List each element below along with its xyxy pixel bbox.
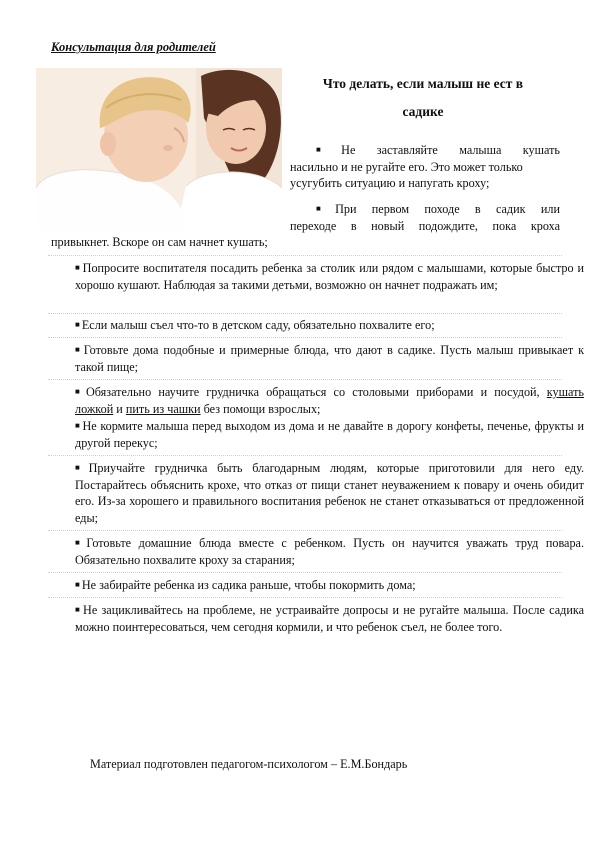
bullet-icon: ■ (75, 345, 82, 354)
link-spoon-eating[interactable]: кушать ложкой (75, 385, 584, 416)
bullet-icon: ■ (75, 605, 82, 614)
list-item: ■ Готовьте домашние блюда вместе с ребенком. Пусть он научится уважать труд повара. Обязательно похвалите кроху за старания; (75, 536, 584, 567)
header-label: Консультация для родителей (51, 40, 216, 54)
divider (48, 597, 562, 598)
list-item: ■ Если малыш съел что-то в детском саду, обязательно похвалите его; (75, 318, 435, 332)
bullet-icon: ■ (75, 538, 85, 547)
bullet-icon: ■ (316, 145, 340, 154)
bullet-icon: ■ (75, 320, 80, 329)
list-item-continuation: привыкнет. Вскоре он сам начнет кушать; (51, 235, 268, 249)
divider (48, 313, 562, 314)
divider (48, 379, 562, 380)
list-item: ■ Не забирайте ребенка из садика раньше, чтобы покормить дома; (75, 578, 416, 592)
divider (48, 337, 562, 338)
list-item: ■ Не заставляйте малыша кушать насильно и не ругайте его. Это может только усугубить ситуацию и напугать кроху; (290, 143, 560, 191)
divider (48, 455, 562, 456)
list-item: ■ При первом походе в садик или переходе в новый подождите, пока кроха (290, 202, 560, 233)
list-item: ■ Приучайте грудничка быть благодарным людям, которые приготовили для него еду. Постарайтесь объяснить крохе, что отказ от пищи станет неуважением к повару и очень обидит его. Из-за хорошего и правильного воспитания ребенок не станет отказываться от предложенной еды; (75, 461, 584, 525)
list-item: ■ Готовьте дома подобные и примерные блюда, что дают в садике. Пусть малыш привыкает к такой пище; (75, 343, 584, 374)
photo-illustration (36, 68, 282, 230)
divider (48, 572, 562, 573)
page-title-line1: Что делать, если малыш не ест в (322, 76, 524, 91)
bullet-icon: ■ (75, 387, 84, 396)
list-item: ■ Не зацикливайтесь на проблеме, не устраивайте допросы и не ругайте малыша. После садика можно поинтересоваться, чем сегодня кормили, и что ребенок съел, не более того. (75, 603, 584, 634)
footer-author: Материал подготовлен педагогом-психологом – Е.М.Бондарь (90, 757, 408, 771)
bullet-icon: ■ (75, 463, 87, 472)
page-title-line2: садике (402, 104, 444, 119)
divider (48, 530, 562, 531)
list-item: ■ Попросите воспитателя посадить ребенка за столик или рядом с малышами, которые быстро и хорошо кушают. Наблюдая за такими детьми, возможно он начнет подражать им; (75, 261, 584, 292)
list-item: ■ Обязательно научите грудничка обращаться со столовыми приборами и посудой, кушать ложкой и пить из чашки без помощи взрослых; (75, 385, 584, 416)
mother-child-photo (36, 68, 282, 230)
list-item: ■ Не кормите малыша перед выходом из дома и не давайте в дорогу конфеты, печенье, фрукты и другой перекус; (75, 419, 584, 450)
bullet-icon: ■ (75, 421, 81, 430)
bullet-icon: ■ (75, 263, 81, 272)
link-cup-drinking[interactable]: пить из чашки (125, 401, 201, 416)
bullet-icon: ■ (316, 204, 334, 213)
divider (48, 255, 562, 256)
bullet-icon: ■ (75, 580, 80, 589)
